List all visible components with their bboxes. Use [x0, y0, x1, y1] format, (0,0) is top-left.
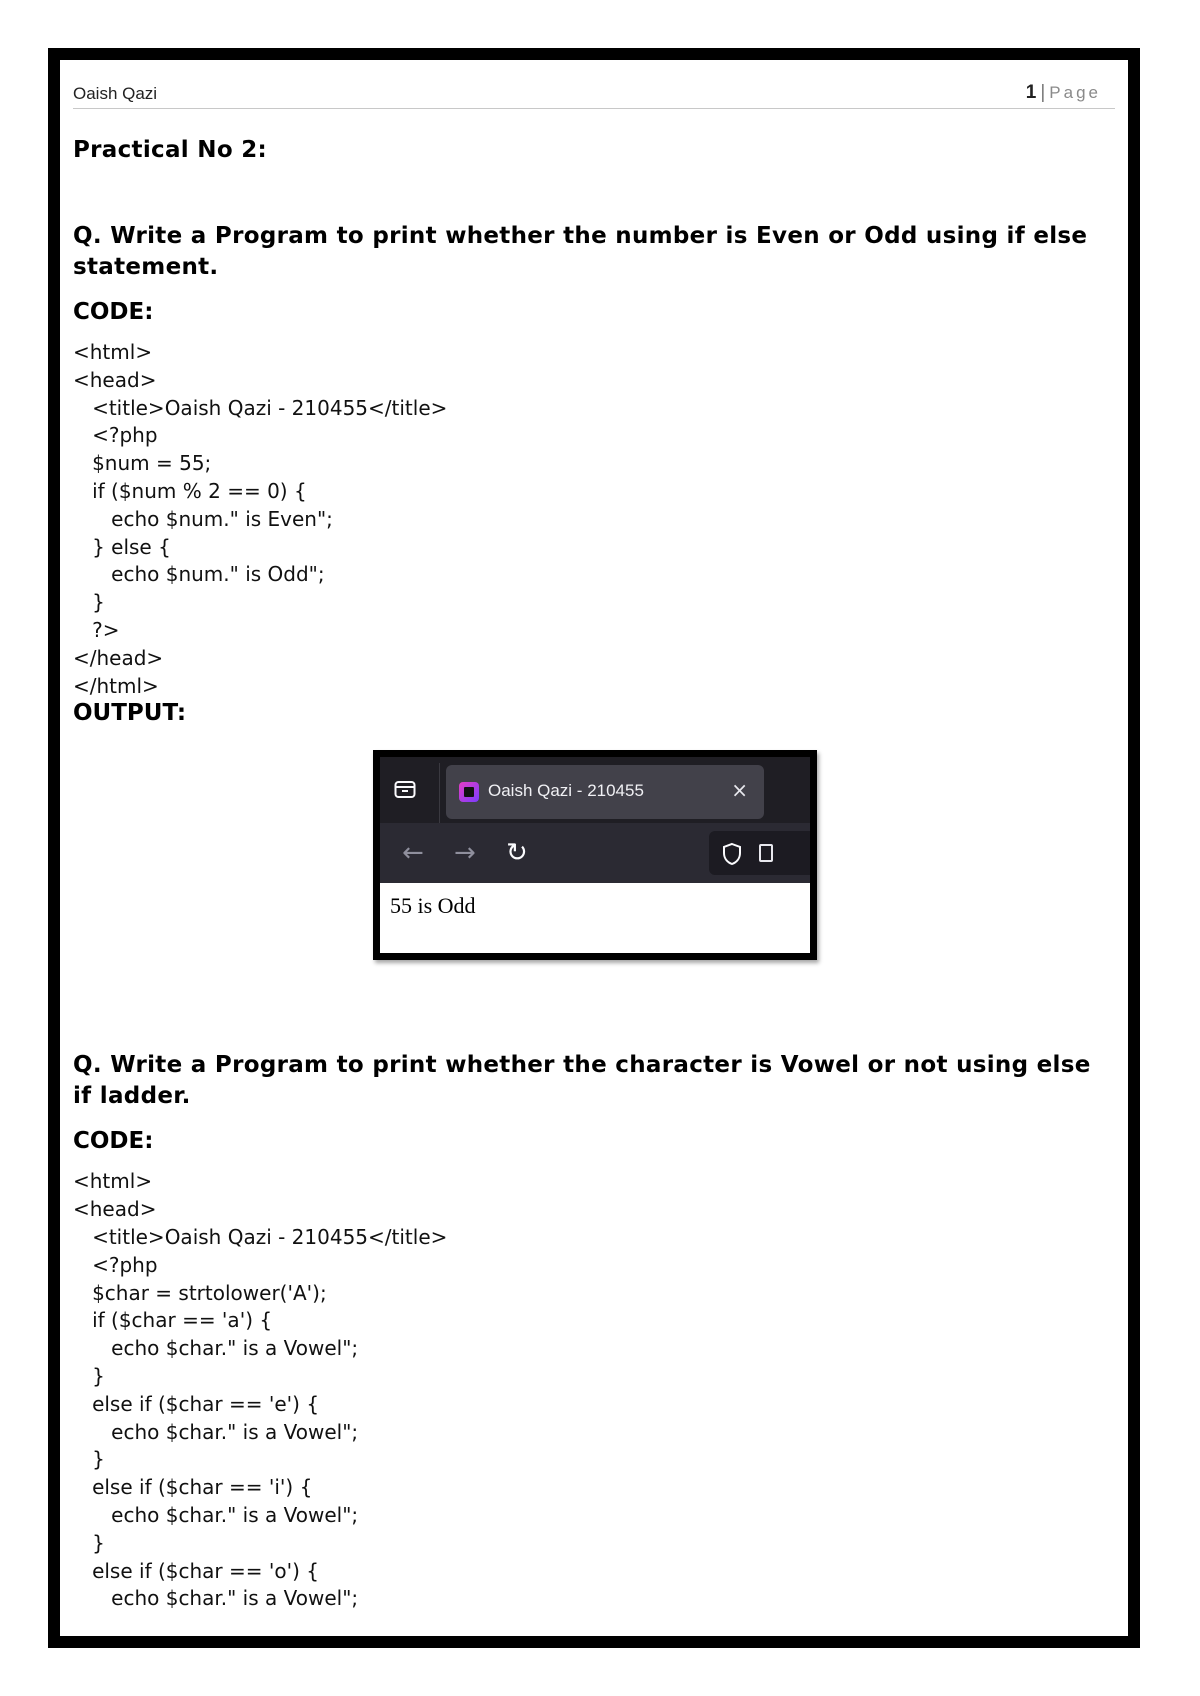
browser-nav-bar: [380, 823, 810, 883]
page-content: [73, 72, 1115, 1636]
code-block-1: <html> <head> <title>Oaish Qazi - 210455</title> <?php $num = 55; if ($num % 2 == 0) { echo $num." is Even"; } else { echo $num." is Odd"; } ?> </head> </html>: [73, 340, 448, 698]
url-bar[interactable]: [709, 831, 817, 875]
forward-arrow-icon[interactable]: →: [454, 838, 476, 869]
browser-tab-bar: [380, 757, 810, 823]
page-separator: |: [1040, 82, 1046, 103]
practical-title: Practical No 2:: [73, 137, 268, 163]
page-word: Page: [1049, 83, 1101, 102]
output-label-1: OUTPUT:: [73, 700, 187, 727]
back-arrow-icon[interactable]: ←: [402, 838, 424, 869]
header-author: Oaish Qazi: [73, 84, 158, 103]
browser-page-output: 55 is Odd: [390, 893, 476, 919]
page-header: [73, 72, 1115, 109]
php-favicon-icon: [459, 782, 479, 802]
shield-icon[interactable]: [721, 842, 743, 866]
page-frame: [48, 48, 1140, 1648]
header-page-number: [1026, 82, 1101, 104]
close-icon[interactable]: ×: [731, 778, 748, 803]
code-block-2: <html> <head> <title>Oaish Qazi - 210455</title> <?php $char = strtolower('A'); if ($char == 'a') { echo $char." is a Vowel"; } else if ($char == 'e') { echo $char." is a Vowel"; } else if ($char == 'i') { echo $char." is a Vowel"; } else if ($char == 'o') { echo $char." is a Vowel";: [73, 1169, 448, 1611]
code-label-2: CODE:: [73, 1128, 154, 1155]
tab-title: Oaish Qazi - 210455: [488, 781, 644, 801]
page-icon: [759, 844, 773, 862]
page-number: 1: [1025, 82, 1037, 103]
tab-divider: [439, 763, 440, 823]
reload-icon[interactable]: ↻: [506, 838, 528, 869]
tab-overview-icon[interactable]: [394, 779, 416, 799]
question-1: Q. Write a Program to print whether the number is Even or Odd using if else statement.: [73, 223, 1088, 280]
browser-output-screenshot: [373, 750, 817, 960]
question-2: Q. Write a Program to print whether the character is Vowel or not using else if ladder.: [73, 1052, 1091, 1110]
code-label-1: CODE:: [73, 299, 154, 325]
browser-tab[interactable]: [446, 765, 764, 819]
